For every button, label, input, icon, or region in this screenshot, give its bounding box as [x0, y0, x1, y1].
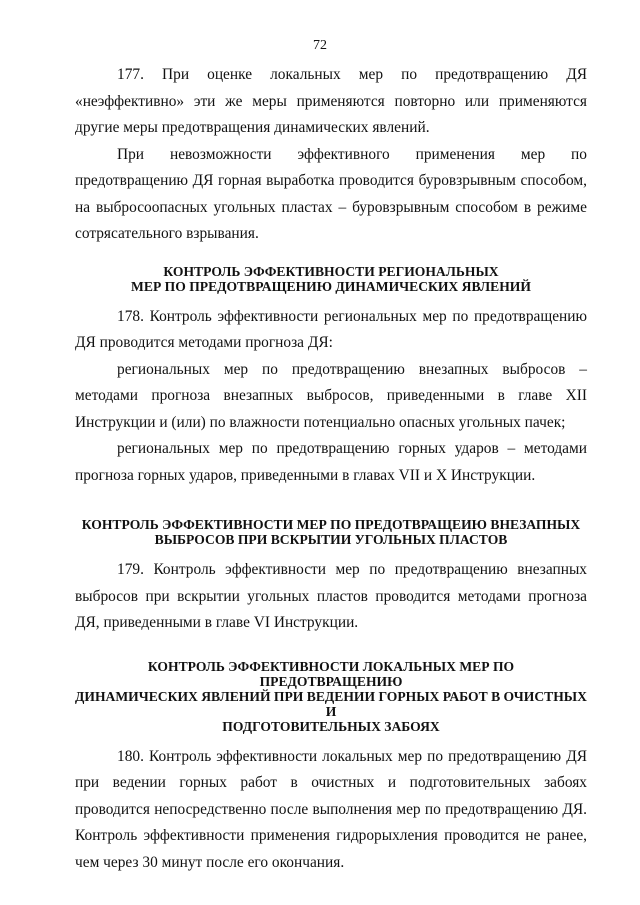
heading-line: ДИНАМИЧЕСКИХ ЯВЛЕНИЙ ПРИ ВЕДЕНИИ ГОРНЫХ РАБОТ В ОЧИСТНЫХ И [75, 688, 587, 719]
heading-line: КОНТРОЛЬ ЭФФЕКТИВНОСТИ МЕР ПО ПРЕДОТВРАЩЕИЮ ВНЕЗАПНЫХ [81, 517, 581, 532]
document-body [75, 62, 587, 876]
paragraph-177-main: 177. При оценке локальных мер по предотвращению ДЯ «неэффективно» эти же меры применяются повторно или применяются другие меры предотвращения динамических явлений. [75, 66, 587, 136]
heading-line: ПОДГОТОВИТЕЛЬНЫХ ЗАБОЯХ [222, 718, 440, 734]
heading-line: ВЫБРОСОВ ПРИ ВСКРЫТИИ УГОЛЬНЫХ ПЛАСТОВ [154, 532, 508, 547]
paragraph-178-outbursts: региональных мер по предотвращению внезапных выбросов – методами прогноза внезапных выбросов, приведенными в главе XII Инструкции и (или) по влажности потенциально опасных угольных пачек; [75, 360, 587, 431]
heading-line: МЕР ПО ПРЕДОТВРАЩЕНИЮ ДИНАМИЧЕСКИХ ЯВЛЕНИЙ [131, 278, 531, 294]
paragraph-178-rockbursts: региональных мер по предотвращению горных ударов – методами прогноза горных ударов, приведенными в главах VII и X Инструкции. [75, 440, 587, 484]
heading-line: КОНТРОЛЬ ЭФФЕКТИВНОСТИ ЛОКАЛЬНЫХ МЕР ПО ПРЕДОТВРАЩЕНИЮ [147, 658, 515, 689]
paragraph-180: 180. Контроль эффективности локальных мер по предотвращению ДЯ при ведении горных работ в очистных и подготовительных забоях проводится непосредственно после выполнения мер по предотвращению ДЯ. Контроль эффективности применения гидрорыхления проводится не ранее, чем через 30 минут после его окончания. [75, 747, 587, 871]
heading-line: КОНТРОЛЬ ЭФФЕКТИВНОСТИ РЕГИОНАЛЬНЫХ [163, 263, 499, 279]
section-heading-regional-control [75, 264, 587, 294]
paragraph-177-continued: При невозможности эффективного применения мер по предотвращению ДЯ горная выработка проводится буровзрывным способом, на выбросоопасных угольных пластах – буровзрывным способом в режиме сотрясательного взрывания. [75, 145, 587, 242]
section-heading-local-measures-control [75, 659, 587, 734]
paragraph-179: 179. Контроль эффективности мер по предотвращению внезапных выбросов при вскрытии угольных пластов проводится методами прогноза ДЯ, приведенными в главе VI Инструкции. [75, 561, 587, 631]
page-number: 72 [313, 38, 327, 53]
paragraph-178-main: 178. Контроль эффективности региональных мер по предотвращению ДЯ проводится методами прогноза ДЯ: [75, 307, 587, 351]
section-heading-seam-opening-control [75, 517, 587, 547]
